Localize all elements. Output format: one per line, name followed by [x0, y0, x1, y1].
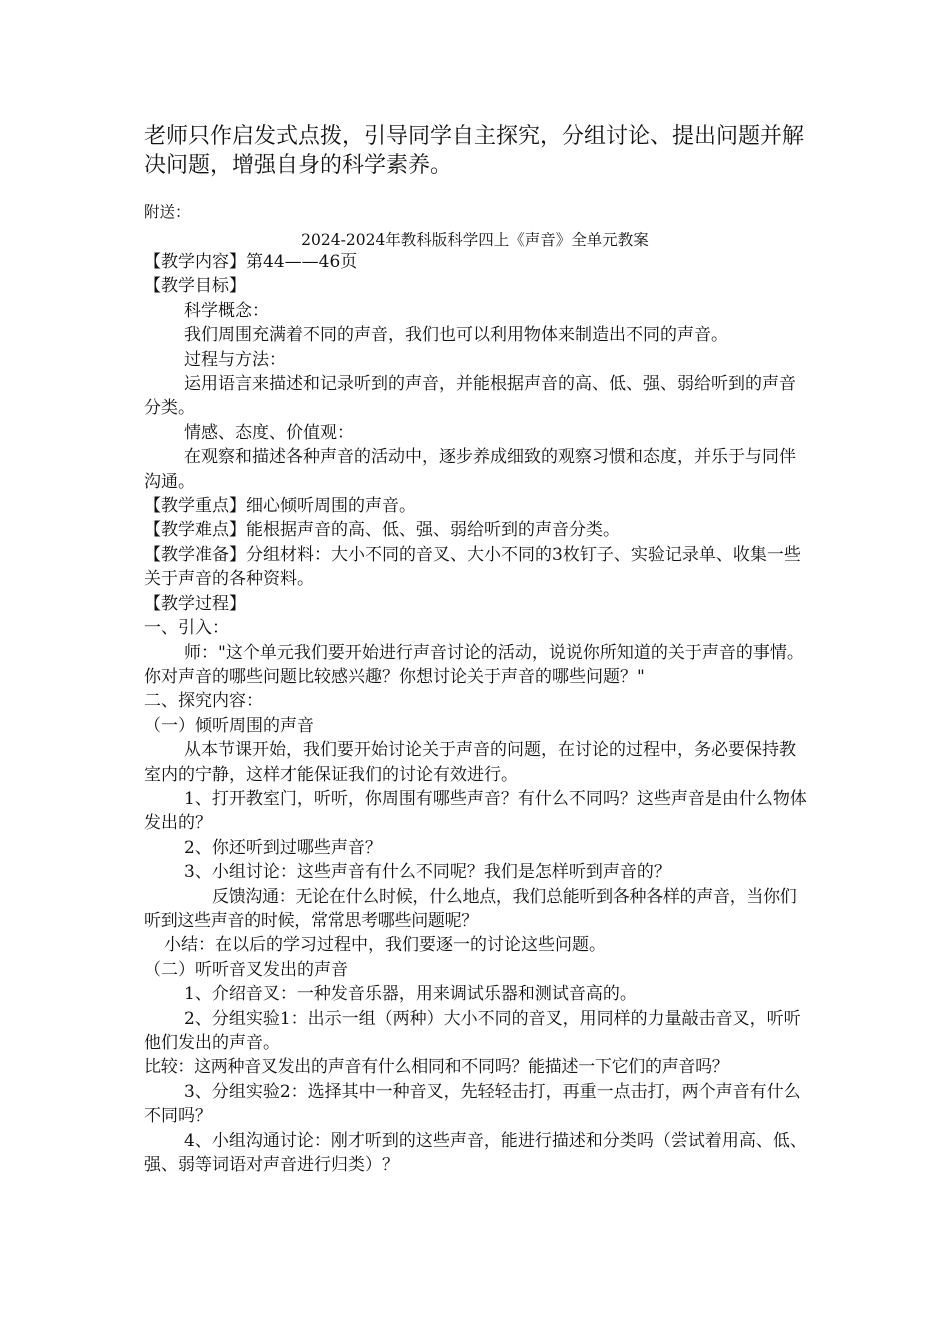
teaching-difficulty: 【教学难点】能根据声音的高、低、强、弱给听到的声音分类。	[144, 520, 620, 541]
attitude-label: 情感、态度、价值观：	[184, 422, 354, 443]
teacher-prompt: 师："这个单元我们要开始进行声音讨论的活动，说说你所知道的关于声音的事情。你对声音的哪些问题比较感兴趣？你想讨论关于声音的哪些问题？"	[144, 642, 804, 687]
summary-text: 小结：在以后的学习过程中，我们要逐一的讨论这些问题。	[164, 935, 606, 956]
process-method-label: 过程与方法：	[184, 349, 286, 370]
tuning-fork-step-1: 1、介绍音叉：一种发音乐器，用来调试乐器和测试音高的。	[184, 984, 637, 1005]
explore-intro-text: 从本节课开始，我们要开始讨论关于声音的问题，在讨论的过程中，务必要保持教室内的宁静，这样才能保证我们的讨论有效进行。	[144, 740, 796, 785]
section-intro-heading: 一、引入：	[144, 618, 229, 639]
intro-paragraph: 老师只作启发式点拨，引导同学自主探究，分组讨论、提出问题并解决问题，增强自身的科学素养。	[144, 124, 805, 178]
tuning-fork-step-2: 2、分组实验1：出示一组（两种）大小不同的音叉，用同样的力量敲击音叉，听听他们发出的声音。	[144, 1008, 801, 1053]
teaching-preparation: 【教学准备】分组材料：大小不同的音叉、大小不同的3枚钉子、实验记录单、收集一些关于声音的各种资料。	[144, 544, 801, 590]
lesson-plan-body	[144, 250, 812, 1177]
subsection-listen-heading: （一）倾听周围的声音	[144, 715, 314, 736]
feedback-text: 反馈沟通：无论在什么时候，什么地点，我们总能听到各种各样的声音，当你们听到这些声音的时候，常常思考哪些问题呢？	[144, 886, 797, 931]
teaching-goals-heading: 【教学目标】	[144, 276, 246, 297]
section-explore-heading: 二、探究内容：	[144, 691, 263, 712]
attitude-text: 在观察和描述各种声音的活动中，逐步养成细致的观察习惯和态度，并乐于与同伴沟通。	[144, 447, 796, 492]
comparison-text: 比较：这两种音叉发出的声音有什么相同和不同吗？能描述一下它们的声音吗？	[144, 1057, 729, 1078]
science-concept-text: 我们周围充满着不同的声音，我们也可以利用物体来制造出不同的声音。	[184, 325, 728, 346]
step-1: 1、打开教室门，听听，你周围有哪些声音？有什么不同吗？这些声音是由什么物体发出的？	[144, 788, 807, 834]
step-3: 3、小组讨论：这些声音有什么不同呢？我们是怎样听到声音的？	[184, 862, 671, 883]
appendix-label: 附送：	[144, 203, 191, 221]
step-2: 2、你还听到过哪些声音？	[184, 837, 382, 858]
document-title: 2024-2024年教科版科学四上《声音》全单元教案	[301, 231, 649, 249]
tuning-fork-step-4: 4、小组沟通讨论：刚才听到的这些声音，能进行描述和分类吗（尝试着用高、低、强、弱等词语对声音进行归类）？	[144, 1130, 807, 1176]
teaching-content: 【教学内容】第44——46页	[144, 252, 358, 272]
tuning-fork-step-3: 3、分组实验2：选择其中一种音叉，先轻轻击打，再重一点击打，两个声音有什么不同吗？	[144, 1081, 801, 1127]
science-concept-label: 科学概念：	[184, 300, 269, 321]
process-method-text: 运用语言来描述和记录听到的声音，并能根据声音的高、低、强、弱给听到的声音分类。	[144, 374, 796, 419]
subsection-tuning-fork-heading: （二）听听音叉发出的声音	[144, 959, 348, 980]
teaching-process-heading: 【教学过程】	[144, 593, 246, 614]
teaching-focus: 【教学重点】细心倾听周围的声音。	[144, 496, 416, 517]
